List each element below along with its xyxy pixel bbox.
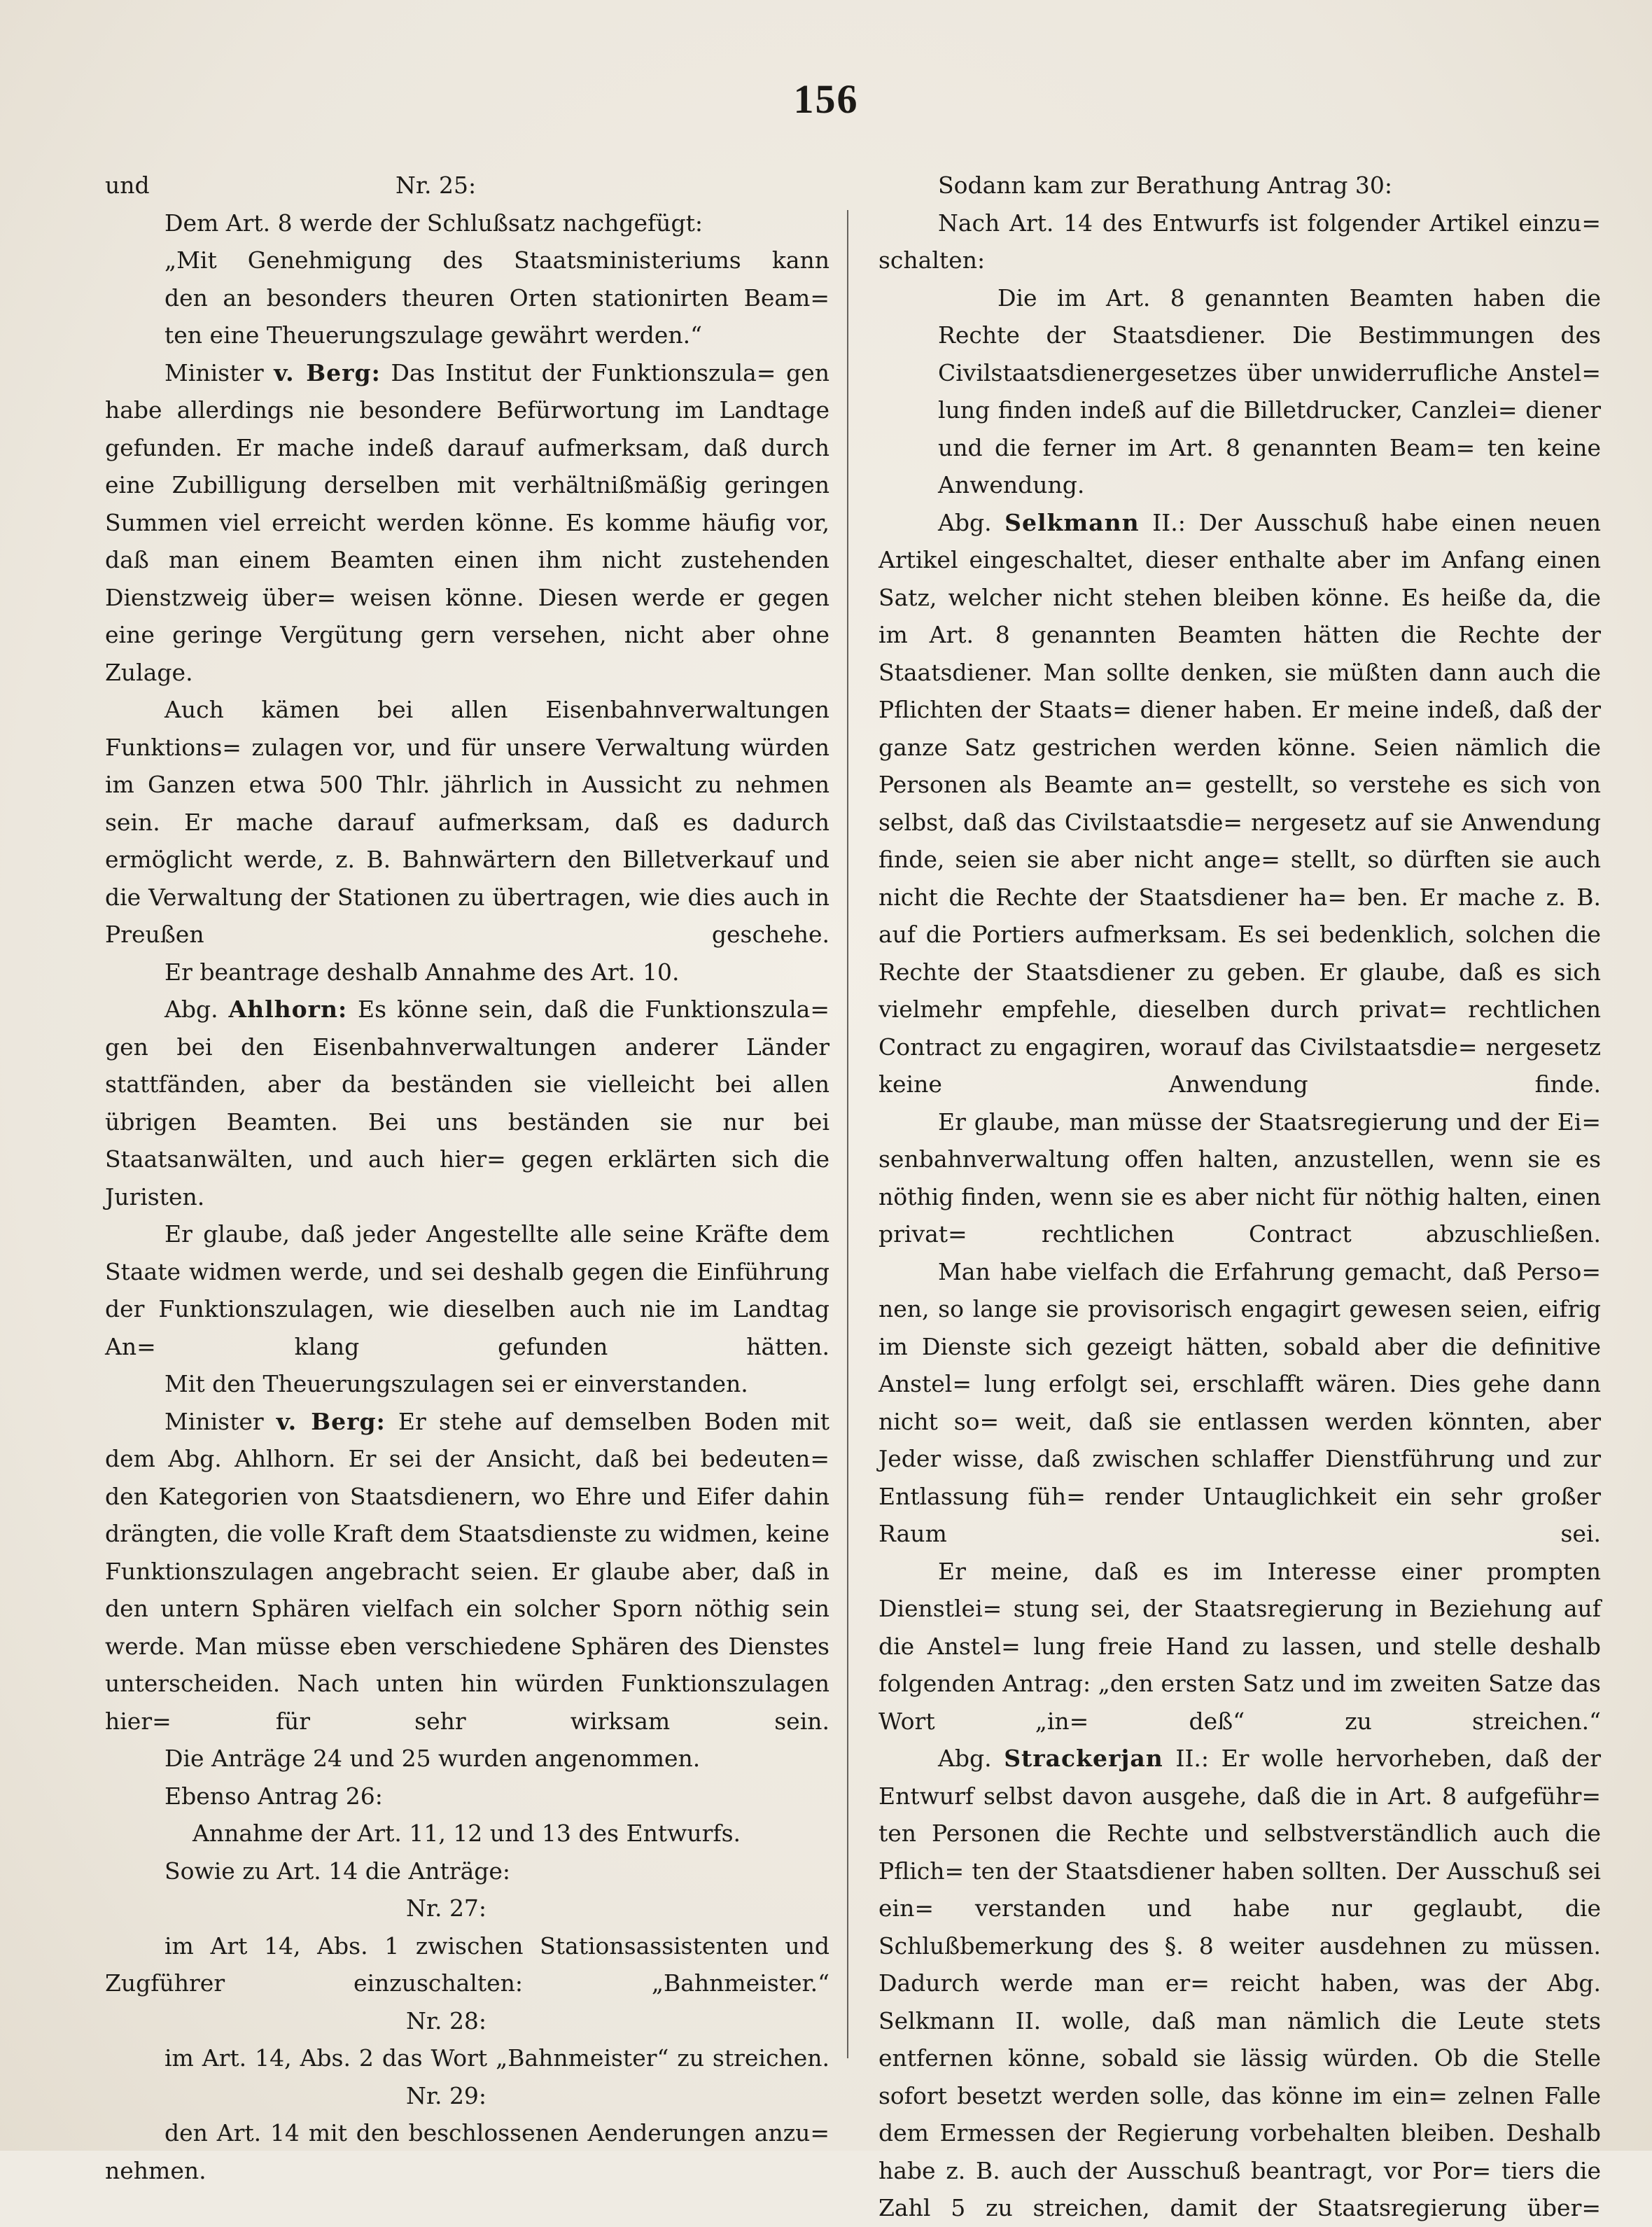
column-divider: [847, 210, 848, 2058]
speech-minister-berg-2: Minister v. Berg: Er stehe auf demselben Boden mit dem Abg. Ahlhorn. Er sei der Ansicht, daß bei bedeuten= den Kategorien von Staatsdienern, wo Ehre und Eifer dahin drängten, die volle Kraft dem Staatsdienste zu widmen, keine Funktionszulagen angebracht seien. Er glaube aber, daß in den untern Sphären vielfach ein solcher Sporn nöthig sein werde. Man müsse eben verschiedene Sphären des Dienstes unterscheiden. Nach unten hin würden Funktionszulagen hier= für sehr wirksam sein.: [105, 1407, 830, 1735]
speech-ahlhorn: Abg. Ahlhorn: Es könne sein, daß die Funktionszula= gen bei den Eisenbahnverwaltungen anderer Länder stattfänden, aber da beständen sie vielleicht bei allen übrigen Beamten. Bei uns beständen sie nur bei Staatsanwälten, und auch hier= gegen erklärten sich die Juristen.: [105, 996, 830, 1210]
amendment-quote-1: „Mit Genehmigung des Staatsministeriums kann: [164, 246, 830, 274]
speaker-name: Ahlhorn:: [228, 996, 348, 1023]
amendment-quote-3: ten eine Theuerungszulage gewährt werden.“: [164, 321, 702, 349]
paragraph-funktionszulagen: Auch kämen bei allen Eisenbahnverwaltungen Funktions= zulagen vor, und für unsere Verwaltung würden im Ganzen etwa 500 Thlr. jährlich in Aussicht zu nehmen sein. Er mache darauf aufmerksam, daß es dadurch ermöglicht werde, z. B. Bahnwärtern den Billetverkauf und die Verwaltung der Stationen zu übertragen, wie dies auch in Preußen geschehe.: [105, 696, 830, 948]
right-column: [878, 167, 1601, 2227]
label-nr-27: Nr. 27:: [405, 1894, 487, 1922]
paragraph-nr-27: im Art 14, Abs. 1 zwischen Stationsassistenten und Zugführer einzuschalten: „Bahnmeister.“: [105, 1932, 830, 1997]
left-column: [105, 167, 830, 2189]
word-und: und: [105, 172, 150, 199]
paragraph-nach-art-14: Nach Art. 14 des Entwurfs ist folgender Artikel einzu= schalten:: [878, 209, 1601, 274]
paragraph-antrag-26: Ebenso Antrag 26:: [164, 1782, 383, 1810]
heading-nr-25: [105, 167, 830, 204]
paragraph-annahme-art: Annahme der Art. 11, 12 und 13 des Entwurfs.: [192, 1820, 741, 1847]
paragraph-new-article: Die im Art. 8 genannten Beamten haben die Rechte der Staatsdiener. Die Bestimmungen des Civilstaatsdienergesetzes über unwiderrufliche Anstel= lung finden indeß auf die Billetdrucker, Canzlei= diener und die ferner im Art. 8 genannten Beam= ten keine Anwendung.: [938, 284, 1601, 498]
label-nr-28: Nr. 28:: [405, 2006, 487, 2034]
paragraph-antraege-art-14: Sowie zu Art. 14 die Anträge:: [164, 1857, 511, 1885]
speech-selkmann: Abg. Selkmann II.: Der Ausschuß habe einen neuen Artikel eingeschaltet, dieser enthalte aber im Anfang einen Satz, welcher nicht stehen bleiben könne. Es heiße da, die im Art. 8 genannten Beamten hätten die Rechte der Staatsdiener. Man sollte denken, sie müßten dann auch die Pflichten der Staats= diener haben. Er meine indeß, daß der ganze Satz gestrichen werden könne. Seien nämlich die Personen als Beamte an= gestellt, so verstehe es sich von selbst, daß das Civilstaatsdie= nergesetz auf sie Anwendung finde, seien sie aber nicht ange= stellt, so dürften sie auch nicht die Rechte der Staatsdiener ha= ben. Er mache z. B. auf die Portiers aufmerksam. Es sei bedenklich, solchen die Rechte der Staatsdiener zu geben. Er glaube, daß es sich vielmehr empfehle, dieselben durch privat= rechtlichen Contract zu engagiren, worauf das Civilstaatsdie= nergesetz keine Anwendung finde.: [878, 508, 1601, 1098]
paragraph-staatsregierung: Er glaube, man müsse der Staatsregierung und der Ei= senbahnverwaltung offen halten, anzustellen, wenn sie es nöthig finden, wenn sie es aber nicht für nöthig halten, einen privat= rechtlichen Contract abzuschließen.: [878, 1108, 1601, 1248]
speaker-name: v. Berg:: [276, 1407, 386, 1435]
paragraph-nr-29: den Art. 14 mit den beschlossenen Aenderungen anzu= nehmen.: [105, 2119, 830, 2184]
label-nr-25: Nr. 25:: [396, 172, 477, 199]
paragraph-antrag-selkmann: Er meine, daß es im Interesse einer prompten Dienstlei= stung sei, der Staatsregierung in Beziehung auf die Anstel= lung freie Hand zu lassen, und stelle deshalb folgenden Antrag: „den ersten Satz und im zweiten Satze das Wort „in= deß“ zu streichen.“: [878, 1557, 1601, 1735]
speech-strackerjan: Abg. Strackerjan II.: Er wolle hervorheben, daß der Entwurf selbst davon ausgehe, daß die in Art. 8 aufgeführ= ten Personen die Rechte und selbstverständlich auch die Pflich= ten der Staatsdiener haben sollten. Der Ausschuß sei ein= verstanden und habe nur geglaubt, die Schlußbemerkung des §. 8 weiter ausdehnen zu müssen. Dadurch werde man er= reicht haben, was der Abg. Selkmann II. wolle, daß man nämlich die Leute stets entfernen könne, sobald sie lässig würden. Ob die Stelle sofort besetzt werden solle, das könne im ein= zelnen Falle dem Ermessen der Regierung vorbehalten bleiben. Deshalb habe z. B. auch der Ausschuß beantragt, vor Por= tiers die Zahl 5 zu streichen, damit der Staatsregierung über=: [878, 1745, 1602, 2221]
speaker-name: Selkmann: [1004, 508, 1140, 536]
label-nr-29: Nr. 29:: [405, 2081, 487, 2109]
speaker-name: v. Berg:: [274, 358, 381, 386]
paragraph-erfahrung: Man habe vielfach die Erfahrung gemacht, daß Perso= nen, so lange sie provisorisch engagirt gewesen seien, eifrig im Dienste sich gezeigt hätten, sobald aber die definitive Anstel= lung erfolgt sei, erschlafft wären. Dies gehe dann nicht so= weit, daß sie entlassen werden könnten, aber Jeder wisse, daß zwischen schlaffer Dienstführung und zur Entlassung füh= render Untauglichkeit ein sehr großer Raum sei.: [878, 1257, 1601, 1547]
paragraph-nr-28: im Art. 14, Abs. 2 das Wort „Bahnmeister“ zu streichen.: [164, 2044, 830, 2072]
amendment-quote-2: den an besonders theuren Orten stationirten Beam=: [164, 284, 830, 312]
amendment-intro: Dem Art. 8 werde der Schlußsatz nachgefügt:: [164, 209, 703, 237]
paragraph-antrag-30: Sodann kam zur Berathung Antrag 30:: [938, 172, 1393, 199]
paragraph-angestellte: Er glaube, daß jeder Angestellte alle seine Kräfte dem Staate widmen werde, und sei deshalb gegen die Einführung der Funktionszulagen, wie dieselben auch nie im Landtag An= klang gefunden hätten.: [105, 1220, 830, 1360]
speech-minister-berg-1: Minister v. Berg: Das Institut der Funktionszula= gen habe allerdings nie besondere Befürwortung im Landtage gefunden. Er mache indeß darauf aufmerksam, daß durch eine Zubilligung derselben mit verhältnißmäßig geringen Summen viel erreicht werden könne. Es komme häufig vor, daß man einem Beamten einen ihm nicht zustehenden Dienstzweig über= weisen könne. Diesen werde er gegen eine geringe Vergütung gern versehen, nicht aber ohne Zulage.: [105, 358, 830, 686]
paragraph-antraege-angenommen: Die Anträge 24 und 25 wurden angenommen.: [164, 1745, 701, 1772]
page-number: 156: [793, 76, 859, 122]
speaker-name: Strackerjan: [1004, 1745, 1163, 1772]
paragraph-theuerungszulagen: Mit den Theuerungszulagen sei er einverstanden.: [164, 1370, 748, 1397]
paragraph-antrag-art-10: Er beantrage deshalb Annahme des Art. 10.: [164, 958, 680, 986]
